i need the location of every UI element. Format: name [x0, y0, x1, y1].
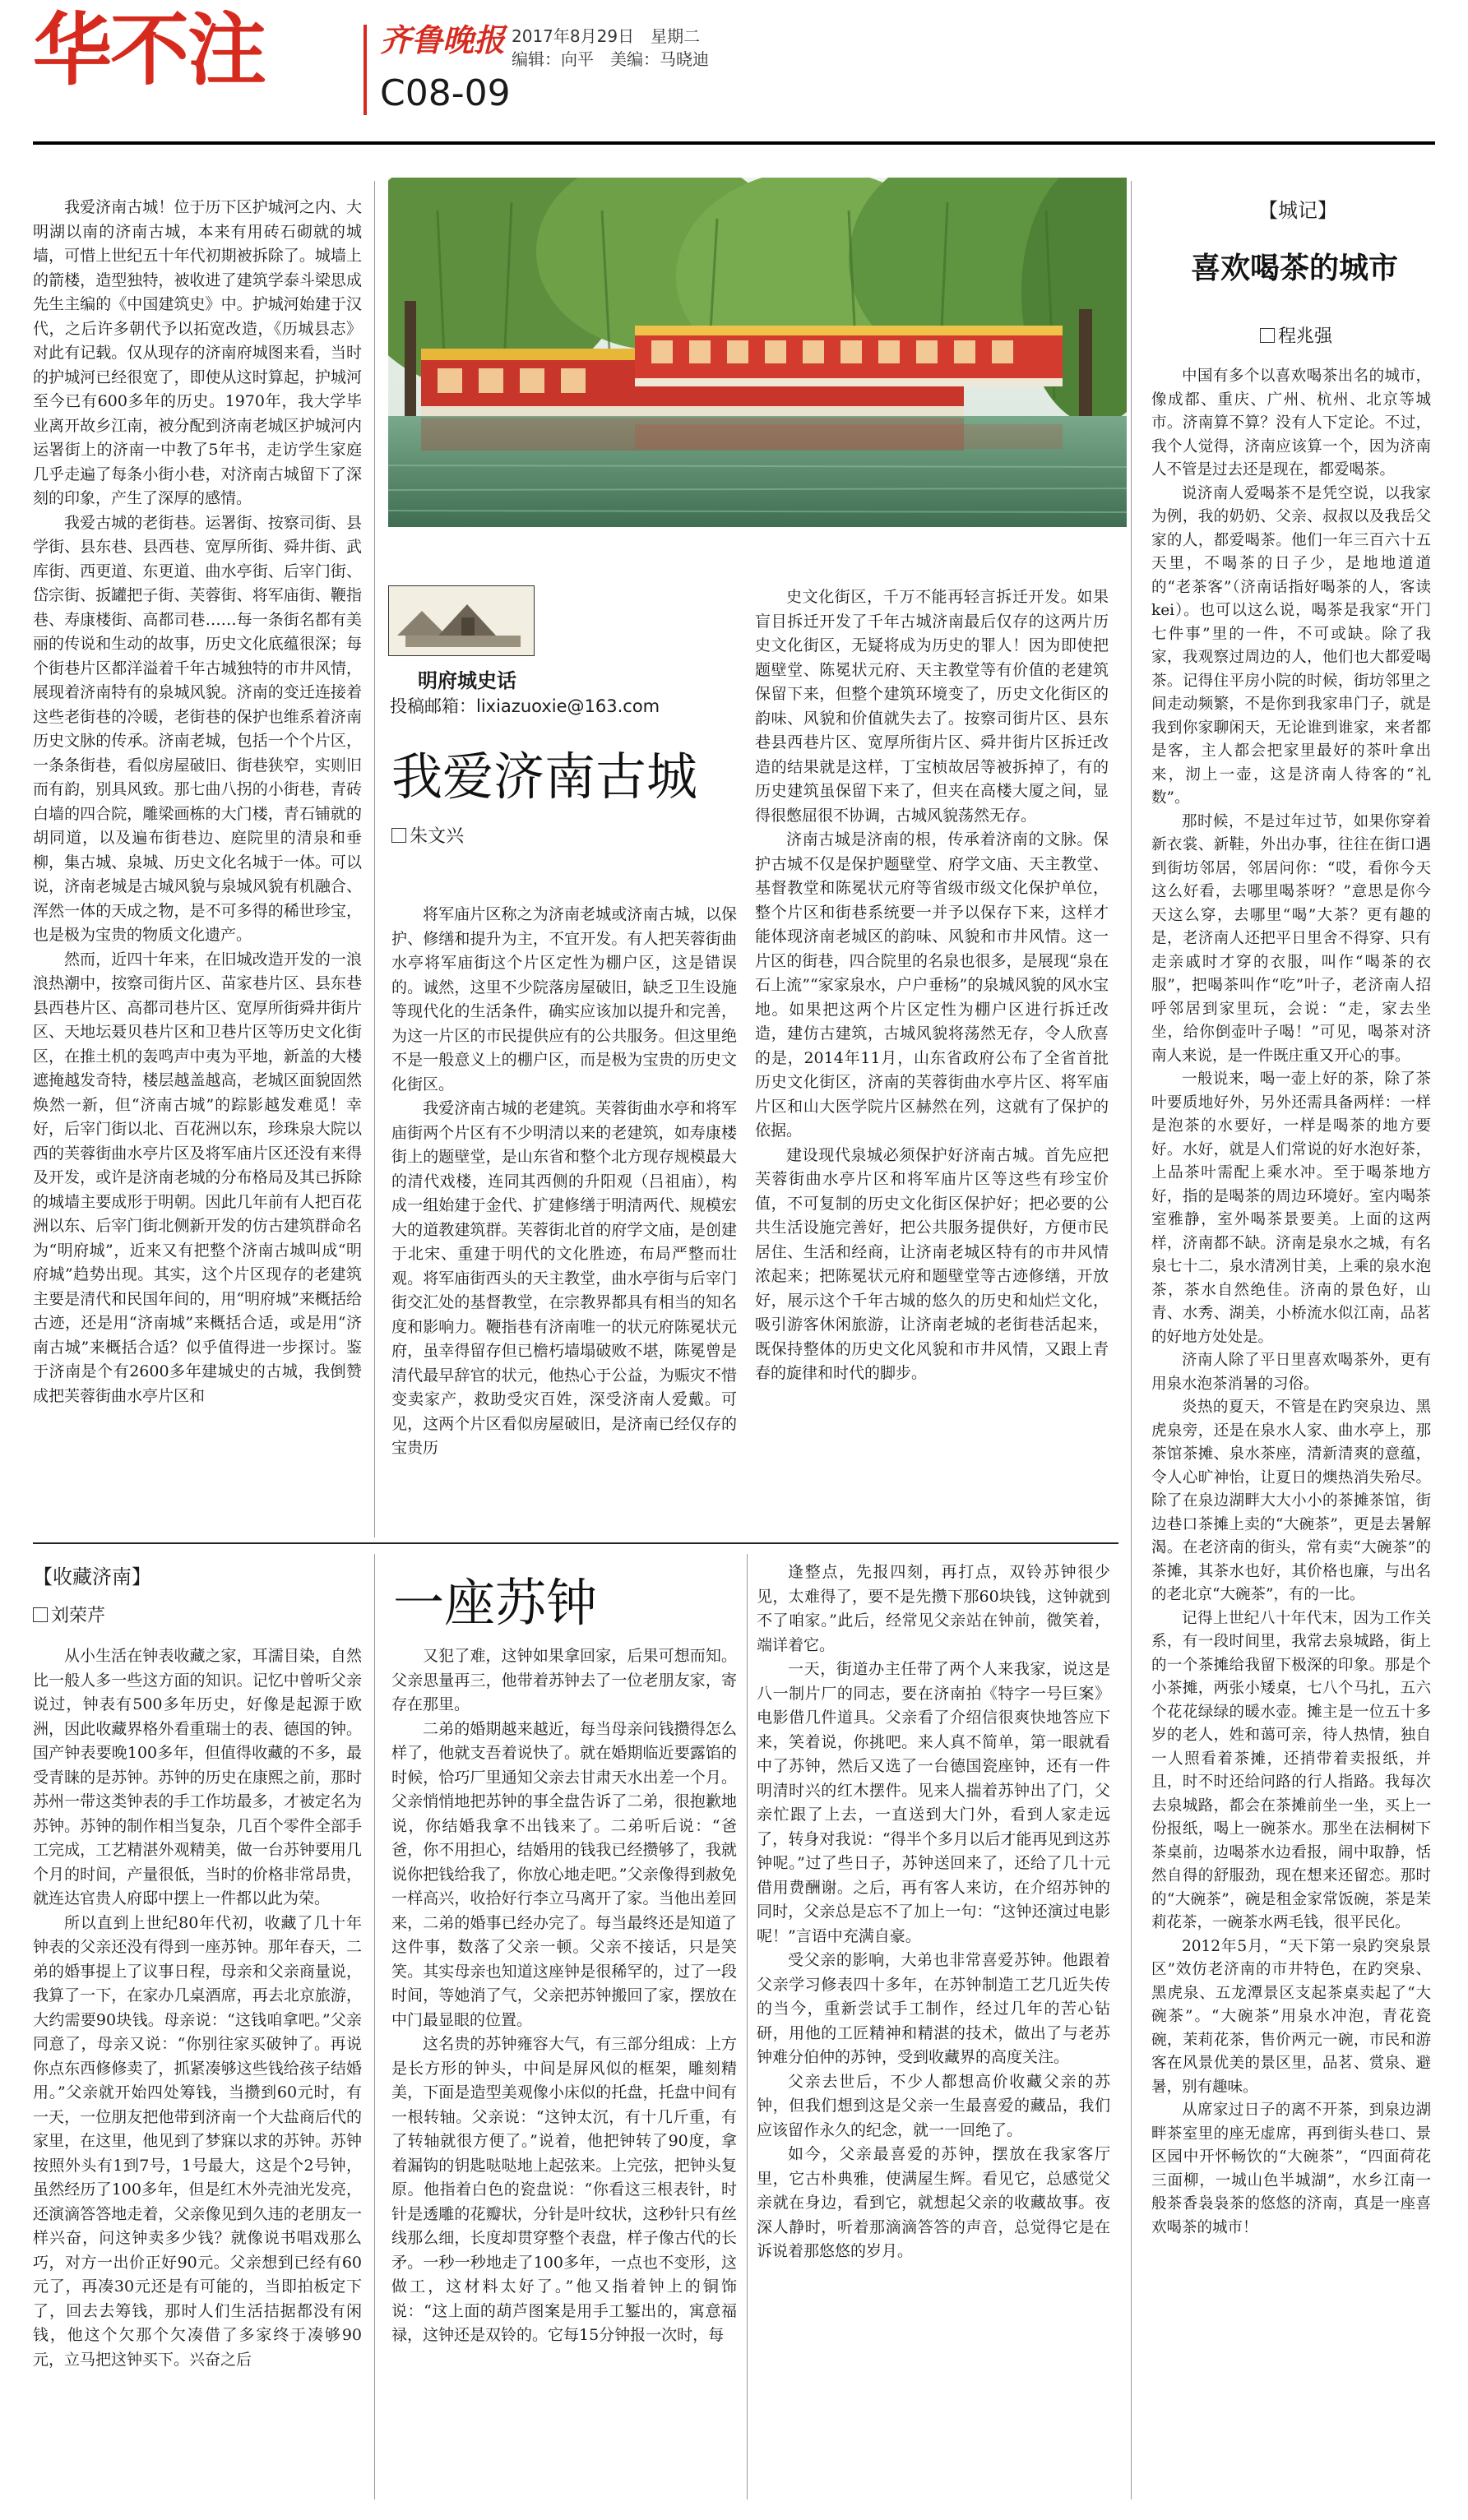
paragraph: 父亲去世后，不少人都想高价收藏父亲的苏钟，但我们想到这是父亲一生最喜爱的藏品，我们应该留作永久的纪念，就一一回绝了。 [757, 2072, 1110, 2139]
article1-title: 我爱济南古城 [391, 747, 698, 807]
page-code: C08-09 [380, 72, 511, 114]
article1-column-1 [33, 196, 362, 1536]
article2-title: 喜欢喝茶的城市 [1191, 252, 1399, 285]
paragraph: 如今，父亲最喜爱的苏钟，摆放在我家客厅里，它古朴典雅，使满屋生辉。看见它，总感觉父亲就在身边，看到它，就想起父亲的收藏故事。夜深人静时，听着那滴滴答答的声音，总觉得它是在诉说着那悠悠的岁月。 [757, 2145, 1110, 2260]
column-divider [374, 1554, 375, 2499]
paragraph: 史文化街区，千万不能再轻言拆迁开发。如果盲目拆迁开发了千年古城济南最后仅存的这两片历史文化街区，无疑将成为历史的罪人！因为即使把题壁堂、陈冕状元府、天主教堂等有价值的老建筑保留下来，但整个建筑环境变了，历史文化街区的韵味、风貌和价值就失去了。按察司街片区、县东巷县西巷片区、宽厚所街片区、舜井街片区拆迁改造的结果就是这样，丁宝桢故居等被拆掉了，有的历史建筑虽保留下来了，但夹在高楼大厦之间，显得很憋屈很不协调，古城风貌荡然无存。 [755, 588, 1109, 825]
article3-column-1 [33, 1644, 362, 2508]
column-banner-label: 明府城史话 [418, 669, 516, 692]
issue-date: 2017年8月29日 星期二 [512, 26, 701, 46]
paragraph: 我爱古城的老街巷。运署街、按察司街、县学街、县东巷、县西巷、宽厚所街、舜井街、武库街、西更道、东更道、曲水亭街、后宰门街、岱宗街、扳罐把子街、芙蓉街、将军庙街、鞭指巷、寿康楼街、高都司巷……每一条街名都有美丽的传说和生动的故事，历史文化底蕴很深；每个街巷片区都洋溢着千年古城独特的市井风情，展现着济南特有的泉城风貌。济南的变迁连接着这些老街巷的冷暖，老街巷的保护也维系着济南历史文脉的传承。济南老城，包括一个个片区，一条条街巷，看似房屋破旧、街巷狭窄，实则旧而有韵，别具风致。那七曲八拐的小街巷，青砖白墙的四合院，雕梁画栋的大门楼，青石铺就的胡同道，以及遍布街巷边、庭院里的清泉和垂柳，集古城、泉城、历史文化名城于一体。可以说，济南老城是古城风貌与泉城风貌有机融合、浑然一体的天成之物，是不可多得的稀世珍宝，也是极为宝贵的物质文化遗产。 [33, 513, 362, 944]
paragraph: 我爱济南古城的老建筑。芙蓉街曲水亭和将军庙街两个片区有不少明清以来的老建筑，如寿康楼街上的题壁堂，是山东省和整个北方现存规模最大的清代戏楼，连同其西侧的升阳观（吕祖庙），构成一组始建于金代、扩建修缮于明清两代、规模宏大的道教建筑群。芙蓉街北首的府学文庙，是创建于北宋、重建于明代的文化胜迹，布局严整而壮观。将军庙街西头的天主教堂，曲水亭街与后宰门街交汇处的基督教堂，在宗教界都具有相当的知名度和影响力。鞭指巷有济南唯一的状元府陈冕状元府，虽幸得留存但已檐朽墙塌破败不堪，陈冕曾是清代最早辞官的状元，他热心于公益，为赈灾不惜变卖家产，救助受灾百姓，深受济南人爱戴。可见，这两个片区看似房屋破旧，是济南已经仅存的宝贵历 [391, 1099, 737, 1457]
column-banner-image [388, 585, 535, 656]
paragraph: 从小生活在钟表收藏之家，耳濡目染，自然比一般人多一些这方面的知识。记忆中曾听父亲说过，钟表有500多年历史，好像是起源于欧洲，因此收藏界格外看重瑞士的表、德国的钟。国产钟表要晚100多年，但值得收藏的不多，最受青睐的是苏钟。苏钟的历史在康熙之前，那时苏州一带这类钟表的手工作坊最多，才被定名为苏钟。苏钟的制作相当复杂，几百个零件全部手工完成，工艺精湛外观精美，做一台苏钟要用几个月的时间，产量很低，当时的价格非常昂贵，就连达官贵人府邸中摆上一件都以此为荣。 [33, 1647, 362, 1907]
paragraph: 说济南人爱喝茶不是凭空说，以我家为例，我的奶奶、父亲、叔叔以及我岳父家的人，都爱喝茶。他们一年三百六十五天里，不喝茶的日子少，是地地道道的“老茶客”（济南话指好喝茶的人，客读kei）。也可以这么说，喝茶是我家“开门七件事”里的一件，不可或缺。除了我家，我观察过周边的人，他们也大都爱喝茶。记得住平房小院的时候，街坊邻里之间走动频繁，不是你到我家串门子，就是我到你家聊闲天，无论谁到谁家，来者都是客，主人都会把家里最好的茶叶拿出来，沏上一壶，这是济南人待客的“礼数”。 [1151, 484, 1431, 807]
paragraph: 一般说来，喝一壶上好的茶，除了茶叶要质地好外，另外还需具备两样：一样是泡茶的水要好，一样是喝茶的地方要好。水好，就是人们常说的好水泡好茶，上品茶叶需配上乘水冲。至于喝茶地方好，指的是喝茶的周边环境好。室内喝茶室雅静，室外喝茶景要美。上面的这两样，济南都不缺。济南是泉水之城，有名泉七十二，泉水清冽甘美，上乘的泉水泡茶，茶水自然绝佳。济南的景色好，山青、水秀、湖美，小桥流水似江南，品茗的好地方处处是。 [1151, 1070, 1431, 1346]
paragraph: 济南人除了平日里喜欢喝茶外，更有用泉水泡茶消暑的习俗。 [1151, 1352, 1431, 1393]
moat-boats-photo [388, 178, 1127, 527]
paragraph: 又犯了难，这钟如果拿回家，后果可想而知。父亲思量再三，他带着苏钟去了一位老朋友家，寄存在那里。 [391, 1647, 737, 1713]
paragraph: 这名贵的苏钟雍容大气，有三部分组成：上方是长方形的钟头，中间是屏风似的框架，雕刻精美，下面是造型美观像小床似的托盘，托盘中间有一根转轴。父亲说：“这钟太沉，有十几斤重，有了转轴就很方便了。”说着，他把钟转了90度，拿着漏钩的钥匙哒哒地上起弦来。上完弦，把钟头复原。他指着白色的瓷盘说：“你看这三根表针，时针是透雕的花瓣状，分针是叶纹状，这秒针只有丝线那么细，长度却贯穿整个表盘，样子像古代的长矛。一秒一秒地走了100多年，一点也不变形，这做工，这材料太好了。”他又指着钟上的铜饰说：“这上面的葫芦图案是用手工錾出的，寓意福禄，这钟还是双铃的。它每15分钟报一次时，每 [391, 2035, 737, 2344]
article1-column-2 [391, 903, 737, 1536]
paragraph: 将军庙片区称之为济南老城或济南古城，以保护、修缮和提升为主，不宜开发。有人把芙蓉街曲水亭将军庙街这个片区定性为棚户区，这是错误的。诚然，这里不少院落房屋破旧，缺乏卫生设施等现代化的生活条件，确实应该加以提升和完善，为这一片区的市民提供应有的公共服务。但这里绝不是一般意义上的棚户区，而是极为宝贵的历史文化街区。 [391, 905, 737, 1094]
article1-byline: 朱文兴 [391, 822, 464, 848]
article3-byline: 刘荣芹 [33, 1602, 105, 1627]
paragraph: 记得上世纪八十年代末，因为工作关系，有一段时间里，我常去泉城路，街上的一个茶摊给我留下极深的印象。那是个小茶摊，两张小矮桌，七八个马扎，五六个花花绿绿的暖水壶。摊主是一位五十多岁的老人，姓和蔼可亲，待人热情，独自一人照看着茶摊，还捎带着卖报纸，并且，时不时还给问路的行人指路。我每次去泉城路，都会在茶摊前坐一坐，买上一份报纸，喝上一碗茶水。那坐在法桐树下茶桌前，边喝茶水边看报，闹中取静，恬然自得的舒服劲，现在想来还留恋。那时的“大碗茶”，碗是租金家常饭碗，茶是茉莉花茶，一碗茶水两毛钱，很平民化。 [1151, 1609, 1431, 1931]
article1-column-3 [755, 585, 1109, 1536]
masthead-divider [364, 25, 367, 115]
masthead-rule [33, 141, 1435, 145]
paragraph: 建设现代泉城必须保护好济南古城。首先应把芙蓉街曲水亭片区和将军庙片区等这些有珍宝价值，不可复制的历史文化街区保护好；把必要的公共生活设施完善好，把公共服务提供好，方便市民居住、生活和经商，让济南老城区特有的市井风情浓起来；把陈冕状元府和题壁堂等古迹修缮，开放好，展示这个千年古城的悠久的历史和灿烂文化，吸引游客休闲旅游，让济南老城的老街巷活起来，既保持整体的历史文化风貌和市井风情，又跟上青春的旋律和时代的脚步。 [755, 1145, 1109, 1382]
paragraph: 然而，近四十年来，在旧城改造开发的一浪浪热潮中，按察司街片区、苗家巷片区、县东巷县西巷片区、高都司巷片区、宽厚所街舜井街片区、天地坛聂贝巷片区和卫巷片区等历史文化街区，在推土机的轰鸣声中夷为平地，新盖的大楼遮掩越发奇特，楼层越盖越高，老城区面貌固然焕然一新，但“济南古城”的踪影越发难觅！幸好，后宰门街以北、百花洲以东，珍珠泉大院以西的芙蓉街曲水亭片区及将军庙片区还没有来得及开发，或许是济南老城的分布格局及其已拆除的城墙主要成形于明朝。因此几年前有人把百花洲以东、后宰门街北侧新开发的仿古建筑群命名为“明府城”，近来又有把整个济南古城叫成“明府城”趋势出现。其实，这个片区现存的老建筑主要是清代和民国年间的，用“明府城”来概括给古迹，还是用“济南城”来概括合适，或是用“济南古城”来概括合适？似乎值得进一步探讨。鉴于济南是个有2600多年建城史的古城，我倒赞成把芙蓉街曲水亭片区和 [33, 950, 362, 1405]
article2-tag: 【城记】 [1258, 199, 1337, 222]
column-divider [374, 181, 375, 1537]
column-divider [1131, 181, 1132, 2499]
editors-line: 编辑：向平 美编：马晓迪 [512, 49, 709, 69]
article2-body [1151, 365, 1431, 2503]
paragraph: 炎热的夏天，不管是在趵突泉边、黑虎泉旁，还是在泉水人家、曲水亭上，那茶馆茶摊、泉水茶座，清新清爽的意蕴，令人心旷神怡，让夏日的燠热消失殆尽。除了在泉边湖畔大大小小的茶摊茶馆，街边巷口茶摊上卖的“大碗茶”，更是去暑解渴。在老济南的街头，常有卖“大碗茶”的茶摊，其茶水也好，其价格也廉，与出名的老北京“大碗茶”，有的一比。 [1151, 1399, 1431, 1603]
paragraph: 济南古城是济南的根，传承着济南的文脉。保护古城不仅是保护题壁堂、府学文庙、天主教堂、基督教堂和陈冕状元府等省级市级文化保护单位，整个片区和街巷系统要一并予以保存下来，这样才能体现济南老城区的韵味、风貌和市井风情。这一片区的街巷，四合院里的名泉也很多，是展现“泉在石上流”“家家泉水，户户垂杨”的泉城风貌的风水宝地。如果把这两个片区定性为棚户区进行拆迁改造，建仿古建筑，古城风貌将荡然无存，令人欣喜的是，2014年11月，山东省政府公布了全省首批历史文化街区，济南的芙蓉街曲水亭片区、将军庙片区和山大医学院片区赫然在列，这就有了保护的依据。 [755, 830, 1109, 1140]
column-divider [747, 1554, 748, 2499]
article3-column-3 [757, 1561, 1110, 2508]
paragraph: 所以直到上世纪80年代初，收藏了几十年钟表的父亲还没有得到一座苏钟。那年春天，二弟的婚事提上了议事日程，母亲和父亲商量说，我算了一下，在家办几桌酒席，再去北京旅游，大约需要90块钱。母亲说：“这钱咱拿吧。”父亲同意了，母亲又说：“你别往家买破钟了。再说你点东西修修卖了，抓紧凑够这些钱给孩子结婚用。”父亲就开始四处筹钱，当攒到60元时，有一天，一位朋友把他带到济南一个大盐商后代的家里，在这里，他见到了梦寐以求的苏钟。苏钟按照外头有1到7号，1号最大，这是个2号钟，虽然经历了100多年，但是红木外壳油光发亮，还演滴答答地走着，父亲像见到久违的老朋友一样兴奋，问这钟卖多少钱？就像说书唱戏那么巧，对方一出价正好90元。父亲想到已经有60元了，再凑30元还是有可能的，当即拍板定下了，回去去筹钱，那时人们生活拮据都没有闲钱，他这个欠那个欠凑借了多家终于凑够90元，立马把这钟买下。兴奋之后 [33, 1913, 362, 2369]
paragraph: 逢整点，先报四刻，再打点，双铃苏钟很少见，太难得了，要不是先攒下那60块钱，这钟就到不了咱家。”此后，经常见父亲站在钟前，微笑着，端详着它。 [757, 1563, 1110, 1654]
section-title: 华不注 [33, 4, 265, 96]
paragraph: 那时候，不是过年过节，如果你穿着新衣裳、新鞋，外出办事，往往在街口遇到街坊邻居，邻居问你：“哎，看你今天这么好看，去哪里喝茶呀？”意思是你今天这么穿，去哪里“喝”大茶？更有趣的是，老济南人还把平日里舍不得穿、只有走亲戚时才穿的衣服，叫作“喝茶的衣服”，把喝茶叫作“吃”叶子，老济南人招呼邻居到家里玩，会说：“走，家去坐坐，给你倒壶叶子喝！”可见，喝茶对济南人来说，是一件既庄重又开心的事。 [1151, 812, 1431, 1065]
paper-name: 齐鲁晚报 [380, 21, 506, 58]
article3-tag: 【收藏济南】 [33, 1565, 151, 1588]
paragraph: 2012年5月，“天下第一泉趵突泉景区”效仿老济南的市井特色，在趵突泉、黑虎泉、五龙潭景区支起茶桌卖起了“大碗茶”。“大碗茶”用泉水冲泡，青花瓷碗，茉莉花茶，售价两元一碗，市民和游客在风景优美的景区里，品茗、赏泉、避暑，别有趣味。 [1151, 1937, 1431, 2096]
paragraph: 从席家过日子的离不开茶，到泉边湖畔茶室里的座无虚席，再到街头巷口、景区园中开怀畅饮的“大碗茶”，“四面荷花三面柳，一城山色半城湖”，水乡江南一般茶香袅袅茶的悠悠的济南，真是一座喜欢喝茶的城市！ [1151, 2102, 1431, 2236]
paragraph: 我爱济南古城！位于历下区护城河之内、大明湖以南的济南古城，本来有用砖石砌就的城墙，可惜上世纪五十年代初期被拆除了。城墙上的箭楼，造型独特，被收进了建筑学泰斗梁思成先生主编的《中国建筑史》中。护城河始建于汉代，之后许多朝代予以拓宽改造，《历城县志》对此有记载。仅从现存的济南府城图来看，当时的护城河已经很宽了，即使从这时算起，护城河至今已有600多年的历史。1970年，我大学毕业离开故乡江南，被分配到济南老城区护城河内运署街上的济南一中教了5年书，走访学生家庭几乎走遍了每条小街小巷，对济南古城留下了深刻的印象，产生了深厚的感情。 [33, 198, 362, 507]
paragraph: 二弟的婚期越来越近，每当母亲问钱攒得怎么样了，他就支吾着说快了。就在婚期临近要露馅的时候，恰巧厂里通知父亲去甘肃天水出差一个月。父亲悄悄地把苏钟的事全盘告诉了二弟，很抱歉地说，你结婚我拿不出钱来了。二弟听后说：“爸爸，你不用担心，结婚用的钱我已经攒够了，我就说你把钱给我了，你放心地走吧。”父亲像得到赦免一样高兴，收拾好行李立马离开了家。当他出差回来，二弟的婚事已经办完了。每当最终还是知道了这件事，数落了父亲一顿。父亲不接话，只是笑笑。其实母亲也知道这座钟是很稀罕的，过了一段时间，等她消了气，父亲把苏钟搬回了家，摆放在中门最显眼的位置。 [391, 1719, 737, 2029]
submission-email: 投稿邮箱：lixiazuoxie@163.com [390, 696, 660, 716]
paragraph: 一天，街道办主任带了两个人来我家，说这是八一制片厂的同志，要在济南拍《特字一号巨案》电影借几件道具。父亲看了介绍信很爽快地答应下来，笑着说，你挑吧。来人真不简单，第一眼就看中了苏钟，然后又选了一台德国瓷座钟，还有一件明清时兴的红木摆件。见来人揣着苏钟出了门，父亲忙跟了上去，一直送到大门外，看到人家走远了，转身对我说：“得半个多月以后才能再见到这苏钟呢。”过了些日子，苏钟送回来了，还给了几十元借用费酬谢。之后，再有客人来访，在介绍苏钟的同时，父亲总是忘不了加上一句：“这钟还演过电影呢！”言语中充满自豪。 [757, 1660, 1110, 1945]
article2-byline: 程兆强 [1260, 322, 1332, 348]
paragraph: 中国有多个以喜欢喝茶出名的城市，像成都、重庆、广州、杭州、北京等城市。济南算不算？没有人下定论。不过，我个人觉得，济南应该算一个，因为济南人不管是过去还是现在，都爱喝茶。 [1151, 368, 1431, 479]
section-rule [33, 1542, 1118, 1544]
article3-column-2 [391, 1644, 737, 2508]
article3-title: 一座苏钟 [393, 1573, 598, 1633]
paragraph: 受父亲的影响，大弟也非常喜爱苏钟。他跟着父亲学习修表四十多年，在苏钟制造工艺几近失传的当今，重新尝试手工制作，经过几年的苦心钻研，用他的工匠精神和精湛的技术，做出了与老苏钟难分伯仲的苏钟，受到收藏界的高度关注。 [757, 1951, 1110, 2066]
